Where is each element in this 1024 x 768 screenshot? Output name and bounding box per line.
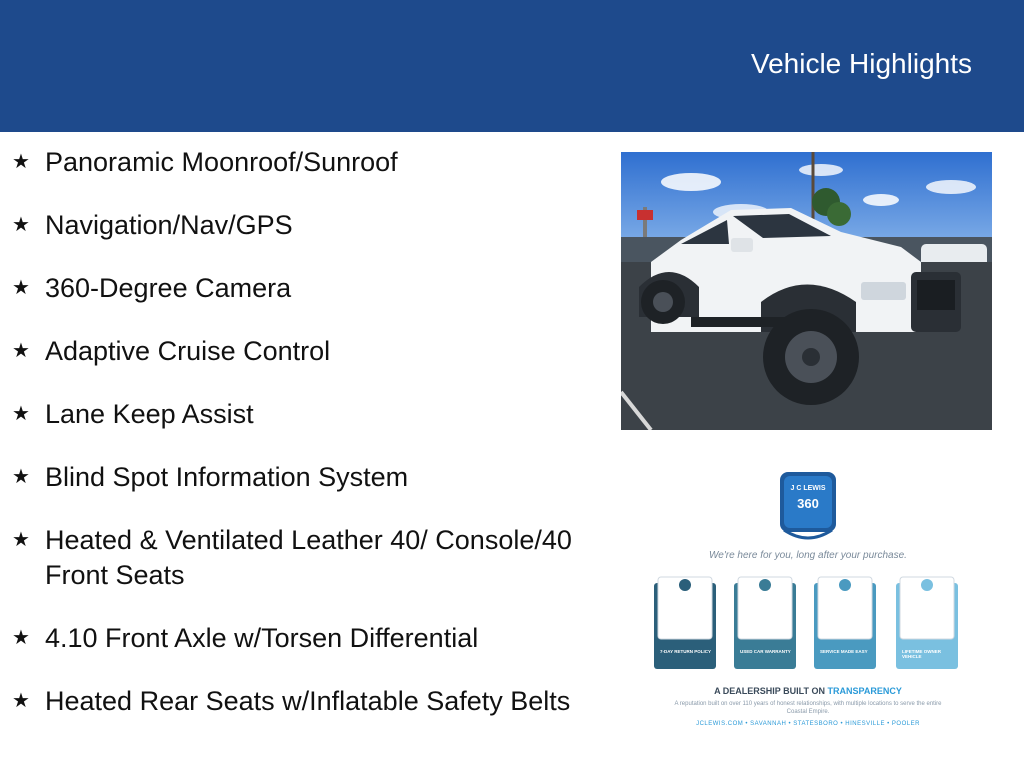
feature-label: 360-Degree Camera (45, 273, 292, 303)
promo-heading (652, 686, 964, 696)
star-icon: ★ (12, 340, 30, 362)
star-icon: ★ (12, 277, 30, 299)
badge-brand: J C LEWIS (790, 485, 826, 492)
promo-card-label: LIFETIME OWNER VEHICLE (902, 649, 941, 659)
header-bar (0, 0, 1024, 132)
feature-label: Lane Keep Assist (45, 399, 254, 429)
feature-label: Panoramic Moonroof/Sunroof (45, 147, 398, 177)
feature-item (12, 684, 582, 719)
feature-label: Navigation/Nav/GPS (45, 210, 293, 240)
feature-label: Blind Spot Information System (45, 462, 409, 492)
feature-item (12, 460, 582, 495)
star-icon: ★ (12, 529, 30, 551)
promo-card-lifetime (896, 573, 958, 669)
promo-links: JCLEWIS.COM • SAVANNAH • STATESBORO • HINESVILLE • POOLER (696, 721, 920, 727)
star-icon: ★ (12, 151, 30, 173)
page-title: Vehicle Highlights (750, 48, 972, 79)
feature-label: 4.10 Front Axle w/Torsen Differential (45, 623, 479, 653)
star-icon: ★ (12, 403, 30, 425)
feature-item (12, 334, 582, 369)
promo-card-service (814, 573, 876, 669)
star-icon: ★ (12, 466, 30, 488)
vehicle-photo (621, 152, 992, 430)
promo-heading-prefix: A DEALERSHIP BUILT ON (714, 686, 825, 696)
feature-item (12, 397, 582, 432)
feature-item (12, 523, 582, 593)
feature-item (12, 271, 582, 306)
promo-card-label: SERVICE MADE EASY (820, 649, 868, 654)
star-icon: ★ (12, 627, 30, 649)
star-icon: ★ (12, 690, 30, 712)
feature-label: Heated & Ventilated Leather 40/ Console/40 Front Seats (45, 525, 572, 590)
feature-item (12, 621, 582, 656)
promo-subline: A reputation built on over 110 years of honest relationships, with multiple locations to serve the entire Coastal Empire. (674, 701, 942, 715)
promo-card-warranty (734, 573, 796, 669)
promo-card-return (654, 573, 716, 669)
promo-heading-highlight: TRANSPARENCY (827, 686, 902, 696)
feature-label: Adaptive Cruise Control (45, 336, 331, 366)
star-icon: ★ (12, 214, 30, 236)
promo-card-label: 7-DAY RETURN POLICY (660, 649, 712, 654)
feature-item (12, 145, 582, 180)
promo-card-label: USED CAR WARRANTY (740, 649, 791, 654)
promo-tagline: We're here for you, long after your purchase. (709, 550, 907, 561)
feature-list (12, 145, 582, 747)
feature-label: Heated Rear Seats w/Inflatable Safety Belts (45, 686, 571, 716)
dealership-promo (652, 468, 964, 738)
badge-number: 360 (797, 496, 819, 511)
jc-lewis-360-badge-icon (652, 468, 964, 548)
feature-item (12, 208, 582, 243)
truck-illustration (621, 152, 992, 430)
